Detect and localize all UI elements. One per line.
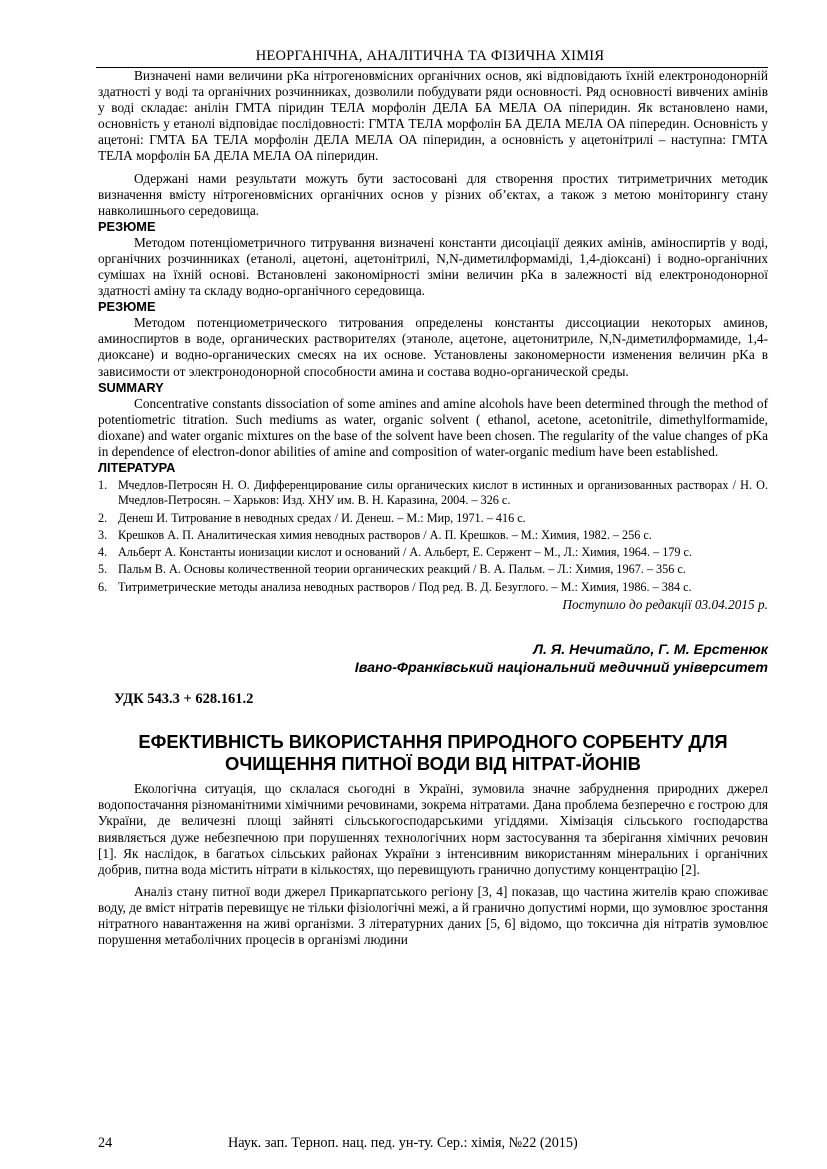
running-header: НЕОРГАНІЧНА, АНАЛІТИЧНА ТА ФІЗИЧНА ХІМІЯ: [255, 48, 605, 64]
article-authors: Л. Я. Нечитайло, Г. М. Ерстенюк: [533, 642, 768, 659]
journal-citation: Наук. зап. Терноп. нац. пед. ун-ту. Сер.: хімія, №22 (2015): [228, 1135, 578, 1151]
article-paragraph-1: Екологічна ситуація, що склалася сьогодні в Україні, зумовила значне забруднення природних джерел водопостачання різноманітними хімічними речовинами, зокрема нітратами. Дана проблема безперечно є гострою для України, де величезні площі зайняті сільськогосподарськими угіддями. Хімізація сільського господарства виявляється дуже небезпечною при порушеннях технологічних норм застосування та зберігання хімічних речовин [1]. Як наслідок, в багатьох сільських районах України з інтенсивним використанням мінеральних і органічних добрив, питна вода містить нітрати в кількостях, що перевищують гранично допустиму концентрацію [2].: [98, 781, 768, 877]
reference-item: [98, 580, 768, 595]
article-paragraph-2: Аналіз стану питної води джерел Прикарпатського регіону [3, 4] показав, що частина жителів краю споживає воду, де вміст нітратів перевищує не тільки фізіологічні межі, а й гранично допустимі норми, що зумовлює зростання нітратного навантаження на живі організми. З літературних даних [5, 6] відомо, що токсична дія нітратів зумовлює порушення метаболічних процесів в організмі людини: [98, 883, 768, 948]
summary-heading: SUMMARY: [98, 379, 164, 395]
resume-ua-text: Методом потенціометричного титрування визначені константи дисоціації деяких амінів, аміноспиртів у воді, органічних розчинниках (етанолі, ацетоні, ацетонітрилі, N,N-диметилформаміді, 1,4-діоксані) і водно-органічних сумішах на їхній основі. Встановлені закономірності зміни величин pKa в залежності від електронодонорної здатності аміну та складу водно-органічного середовища.: [98, 234, 768, 299]
article-affiliation: Івано-Франківський національний медичний університет: [354, 660, 768, 677]
reference-text: Крешков А. П. Аналитическая химия неводных растворов / А. П. Крешков. – М.: Химия, 1982. – 256 с.: [118, 527, 652, 542]
resume-ua-heading: РЕЗЮМЕ: [98, 218, 156, 234]
reference-text: Денеш И. Титрование в неводных средах / И. Денеш. – М.: Мир, 1971. – 416 с.: [118, 510, 526, 525]
reference-number: 5.: [98, 562, 108, 577]
udc-code: УДК 543.3 + 628.161.2: [114, 691, 254, 708]
references-heading: ЛІТЕРАТУРА: [98, 459, 176, 475]
reference-item: [98, 511, 768, 526]
reference-text: Титриметрические методы анализа неводных растворов / Под ред. В. Д. Безуглого. – М.: Химия, 1986. – 384 с.: [118, 579, 692, 594]
reference-number: 2.: [98, 510, 108, 525]
reference-number: 3.: [98, 527, 108, 542]
reference-text: Мчедлов-Петросян Н. О. Дифференцирование силы органических кислот в истинных и организованных растворах / Н. О. Мчедлов-Петросян. – Харьков: Изд. ХНУ им. В. Н. Каразина, 2004. – 326 с.: [118, 477, 768, 508]
references-list: [98, 478, 768, 595]
reference-item: [98, 562, 768, 577]
reference-item: [98, 528, 768, 543]
reference-text: Пальм В. А. Основы количественной теории органических реакций / В. А. Пальм. – Л.: Химия, 1967. – 356 с.: [118, 562, 686, 577]
reference-item: [98, 478, 768, 509]
intro-paragraph-1: Визначені нами величини pKa нітрогеновмісних органічних основ, які відповідають їхній електронодонорній здатності у воді та органічних розчинниках, дозволили побудувати ряди основності. Ряд основності вивчених амінів у воді складає: анілін ГМТА піридин ТЕЛА морфолін ДЕЛА БА МЕЛА ОА піперидин. Як встановлено нами, основність у етанолі відповідає послідовності: ГМТА ТЕЛА морфолін БА ДЕЛА МЕЛА ОА піпередин. Основність у ацетоні: ГМТА БА ТЕЛА морфолін ДЕЛА МЕЛА ОА піперидин, а основність у ацетонітрилі – наступна: ГМТА ТЕЛА морфолін БА ДЕЛА МЕЛА ОА піперидин.: [98, 68, 768, 164]
page-number: 24: [98, 1135, 113, 1151]
intro-paragraph-2: Одержані нами результати можуть бути застосовані для створення простих титриметричних методик визначення вмісту нітрогеновмісних органічних основ у різних об’єктах, а також з метою моніторингу стану навколишнього середовища.: [98, 170, 768, 218]
article-title-line-1: ЕФЕКТИВНІСТЬ ВИКОРИСТАННЯ ПРИРОДНОГО СОРБЕНТУ ДЛЯ: [138, 731, 728, 753]
page-content: [98, 68, 768, 948]
resume-ru-text: Методом потенциометрического титрования определены константы диссоциации некоторых аминов, аминоспиртов в воде, органических растворителях (этаноле, ацетоне, ацетонитриле, N,N-диметилформамиде, 1,4-диоксане) и водно-органических смесях на их основе. Установлены закономерности изменения величин pKa в зависимости от электронодонорной способности амина и состава водно-органической среды.: [98, 315, 768, 379]
article-title: [98, 731, 768, 775]
reference-number: 1.: [98, 477, 108, 492]
reference-item: [98, 545, 768, 560]
summary-text: Concentrative constants dissociation of some amines and amine alcohols have been determined through the method of potentiometric titration. Such mediums as water, organic solvent ( ethanol, acetone, acetonitrile, dimethylformamide, dioxane) and water organic mixtures on the base of the solvent have been chosen. The regularity of the value changes of pKa in dependence of electron-donor abilities of amine and composition of water-organic medium have been established.: [98, 395, 768, 459]
reference-number: 4.: [98, 545, 108, 560]
resume-ru-heading: РЕЗЮМЕ: [98, 299, 156, 315]
received-date: Поступило до редакції 03.04.2015 р.: [562, 597, 768, 613]
reference-text: Альберт А. Константы ионизации кислот и оснований / А. Альберт, Е. Сержент – М., Л.: Химия, 1964. – 179 с.: [118, 545, 693, 560]
reference-number: 6.: [98, 579, 108, 594]
article-title-line-2: ОЧИЩЕННЯ ПИТНОЇ ВОДИ ВІД НІТРАТ-ЙОНІВ: [225, 753, 641, 775]
